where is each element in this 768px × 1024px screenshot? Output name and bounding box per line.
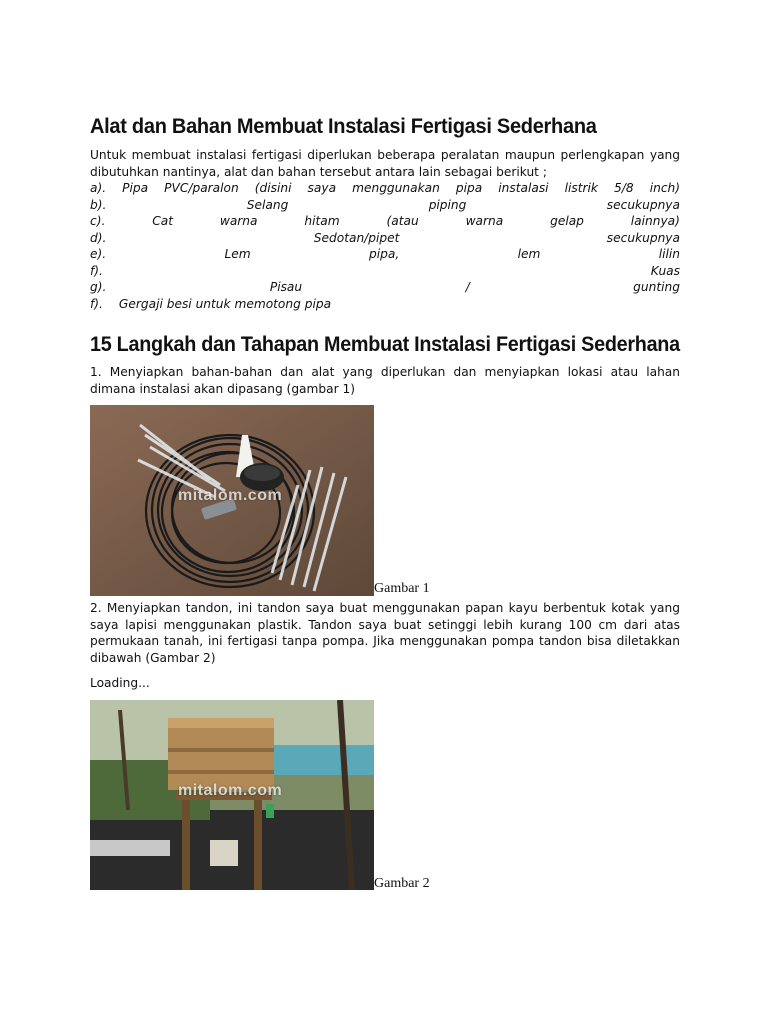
list-word: Kuas xyxy=(650,263,680,278)
list-word: instalasi xyxy=(498,181,549,195)
list-word: / xyxy=(465,280,470,294)
list-item xyxy=(90,180,680,197)
list-word: lem xyxy=(517,247,541,261)
list-word: warna xyxy=(219,214,258,228)
list-word: PVC/paralon xyxy=(164,181,239,195)
section-title-steps: 15 Langkah dan Tahapan Membuat Instalasi Fertigasi Sederhana xyxy=(90,332,680,356)
list-word: menggunakan xyxy=(352,181,440,195)
watermark-2: mitalom.com xyxy=(178,782,283,799)
watermark-1: mitalom.com xyxy=(178,487,283,504)
list-word: Selang xyxy=(246,197,289,212)
list-item xyxy=(90,296,680,313)
list-word: lilin xyxy=(658,247,680,261)
list-word: Lem xyxy=(224,247,251,261)
caption-gambar-1: Gambar 1 xyxy=(374,581,430,596)
list-word: hitam xyxy=(304,214,340,228)
list-word: Pipa xyxy=(122,181,149,195)
list-word: secukupnya xyxy=(606,197,680,212)
list-word: listrik xyxy=(564,181,598,195)
list-word: gelap xyxy=(550,214,584,228)
list-word: gunting xyxy=(633,280,680,294)
list-marker: f). xyxy=(90,263,103,278)
list-word: pipa xyxy=(455,181,483,195)
list-marker: b). xyxy=(90,197,107,212)
list-item xyxy=(90,279,680,296)
list-item xyxy=(90,197,680,214)
list-item xyxy=(90,263,680,280)
list-marker: e). xyxy=(90,247,107,261)
list-word: 5/8 xyxy=(614,181,634,195)
list-word: saya xyxy=(307,181,337,195)
list-item xyxy=(90,213,680,230)
list-item xyxy=(90,230,680,247)
list-word: warna xyxy=(465,214,504,228)
list-word: piping xyxy=(428,197,467,212)
caption-gambar-2: Gambar 2 xyxy=(374,876,430,891)
section-title-tools: Alat dan Bahan Membuat Instalasi Fertigasi Sederhana xyxy=(90,114,597,138)
loading-text: Loading... xyxy=(90,676,150,690)
list-word: lainnya) xyxy=(630,214,680,228)
list-word: Gergaji besi untuk memotong pipa xyxy=(118,296,332,311)
list-word: inch) xyxy=(649,181,680,195)
list-word: Sedotan/pipet xyxy=(313,230,400,245)
list-marker: a). xyxy=(90,181,107,195)
list-word: Pisau xyxy=(269,280,303,294)
list-marker: f). xyxy=(90,296,103,311)
photo-water-tank xyxy=(90,700,374,890)
list-word: Cat xyxy=(152,214,173,228)
tools-list xyxy=(90,180,680,312)
list-item xyxy=(90,246,680,263)
list-marker: g). xyxy=(90,280,107,294)
list-word: pipa, xyxy=(369,247,400,261)
list-word: secukupnya xyxy=(606,230,680,245)
step-2-paragraph: 2. Menyiapkan tandon, ini tandon saya buat menggunakan papan kayu berbentuk kotak yang saya lapisi menggunakan plastik. Tandon saya buat setinggi lebih kurang 100 cm dari atas permukaan tanah, ini fertigasi tanpa pompa. Jika menggunakan pompa tandon bisa diletakkan dibawah (Gambar 2) xyxy=(90,601,680,665)
intro-paragraph: Untuk membuat instalasi fertigasi diperlukan beberapa peralatan maupun perlengkapan yang dibutuhkan nantinya, alat dan bahan tersebut antara lain sebagai berikut ; xyxy=(90,148,680,179)
photo-materials xyxy=(90,405,374,596)
step-1-paragraph: 1. Menyiapkan bahan-bahan dan alat yang diperlukan dan menyiapkan lokasi atau lahan dimana instalasi akan dipasang (gambar 1) xyxy=(90,365,680,396)
list-marker: d). xyxy=(90,230,107,245)
list-word: (atau xyxy=(386,214,419,228)
list-marker: c). xyxy=(90,214,106,228)
list-word: (disini xyxy=(254,181,292,195)
